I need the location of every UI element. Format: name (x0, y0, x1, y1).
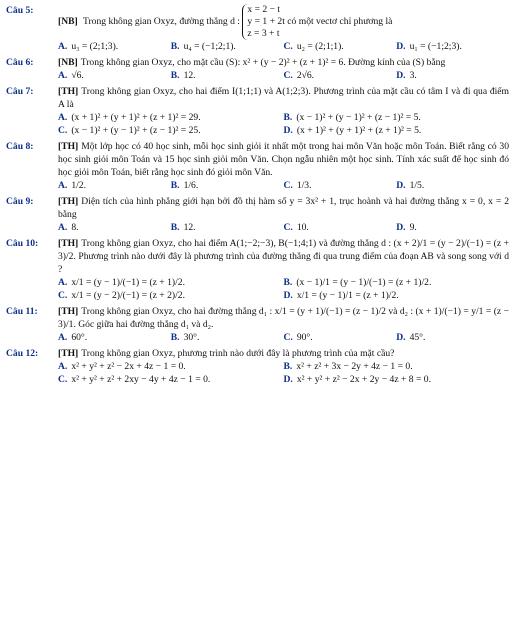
option-text: (x + 1)² + (y + 1)² + (z + 1)² = 29. (71, 112, 201, 123)
option-text: (x − 1)/1 = (y − 1)/(−1) = (z + 1)/2. (296, 277, 432, 288)
question-text: Diện tích của hình phẳng giới hạn bởi đồ thị hàm số y = 3x² + 1, trục hoành và hai đường thẳng x = 0, x = 2 bằng (58, 196, 509, 220)
option-text: u₁ = (−1;2;3). (409, 41, 462, 52)
option-d[interactable] (396, 221, 509, 234)
question-number: Câu 10: (6, 238, 39, 249)
option-c[interactable] (284, 179, 397, 192)
question-text: Một lớp học có 40 học sinh, mỗi học sinh giỏi ít nhất một trong hai môn Văn hoặc môn Toán. Biết rằng có 30 học sinh giỏi môn Toán và 15 học sinh giỏi môn Văn. Chọn ngẫu nhiên một học sinh. Tính xác suất để học sinh đó học giỏi môn Toán, biết rằng học sinh đó giỏi môn Văn. (58, 141, 509, 178)
option-label: A. (58, 41, 68, 52)
option-label: B. (283, 277, 293, 288)
answer-options (6, 69, 509, 82)
option-text: u₄ = (−1;2;1). (183, 41, 236, 52)
option-text: 60°. (71, 332, 88, 343)
option-text: 1/2. (71, 180, 86, 191)
option-text: 2√6. (296, 70, 315, 81)
question-stem (58, 195, 509, 221)
answer-options (6, 331, 509, 344)
option-label: A. (58, 332, 68, 343)
level-tag: [TH] (58, 196, 79, 207)
option-d[interactable] (396, 179, 509, 192)
option-text: 1/6. (183, 180, 199, 191)
option-label: A. (58, 70, 68, 81)
level-tag: [NB] (58, 57, 78, 68)
question-10 (6, 237, 509, 276)
level-tag: [TH] (58, 348, 79, 359)
option-text: (x − 1)² + (y − 1)² + (z − 1)² = 25. (71, 125, 201, 136)
option-text: u₂ = (2;1;1). (296, 41, 344, 52)
option-text: x/1 = (y − 2)/(−1) = (z + 2)/2. (71, 290, 185, 301)
question-5 (6, 4, 509, 40)
option-b[interactable] (171, 331, 284, 344)
option-text: 12. (183, 222, 196, 233)
option-b[interactable] (171, 40, 284, 53)
option-d[interactable] (284, 373, 510, 386)
option-label: C. (283, 41, 293, 52)
question-text: Trong không gian Oxyz, cho hai điểm I(1;1;1) và A(1;2;3). Phương trình của mặt cầu có tâm I và đi qua điểm A là (58, 86, 509, 110)
question-number: Câu 9: (6, 196, 34, 207)
option-a[interactable] (58, 179, 171, 192)
option-text: 1/5. (409, 180, 425, 191)
option-a[interactable] (58, 111, 284, 124)
option-label: D. (396, 41, 406, 52)
question-text: Trong không gian Oxyz, phương trình nào dưới đây là phương trình của mặt cầu? (81, 348, 395, 359)
option-text: 9. (409, 222, 417, 233)
question-text: Trong không gian Oxyz, đường thẳng d : (82, 16, 240, 28)
option-text: x² + y² + z² + 2xy − 4y + 4z − 1 = 0. (71, 374, 211, 385)
option-label: B. (170, 332, 180, 343)
option-label: D. (396, 222, 406, 233)
option-c[interactable] (284, 40, 397, 53)
option-a[interactable] (58, 40, 171, 53)
option-text: x² + y² + z² − 2x + 2y − 4z + 8 = 0. (296, 374, 431, 385)
option-label: B. (170, 222, 180, 233)
option-label: D. (283, 374, 293, 385)
question-stem (58, 85, 509, 111)
question-number: Câu 6: (6, 57, 34, 68)
option-text: 8. (71, 222, 79, 233)
option-b[interactable] (284, 111, 510, 124)
option-text: 10. (296, 222, 309, 233)
option-b[interactable] (171, 179, 284, 192)
option-text: 30°. (183, 332, 200, 343)
option-text: u₃ = (2;1;3). (71, 41, 119, 52)
option-label: D. (396, 70, 406, 81)
option-label: C. (283, 222, 293, 233)
option-text: (x + 1)² + (y + 1)² + (z + 1)² = 5. (296, 125, 422, 136)
option-d[interactable] (396, 40, 509, 53)
question-6 (6, 56, 509, 69)
option-label: D. (283, 290, 293, 301)
option-label: B. (170, 180, 180, 191)
option-label: C. (283, 70, 293, 81)
option-d[interactable] (284, 124, 510, 137)
option-label: D. (396, 180, 406, 191)
option-label: B. (283, 361, 293, 372)
answer-options (6, 276, 509, 302)
option-text: 1/3. (296, 180, 312, 191)
question-9 (6, 195, 509, 221)
level-tag: [NB] (58, 16, 78, 28)
option-label: C. (283, 332, 293, 343)
question-12 (6, 347, 509, 360)
question-stem (58, 305, 509, 331)
question-8 (6, 140, 509, 179)
question-7 (6, 85, 509, 111)
option-text: 3. (409, 70, 417, 81)
question-number: Câu 7: (6, 86, 34, 97)
question-text: Trong không gian Oxyz, cho mặt cầu (S): x² + (y − 2)² + (z + 1)² = 6. Đường kính của (S) bằng (80, 57, 446, 68)
option-label: A. (58, 277, 68, 288)
question-stem (58, 237, 509, 276)
option-label: A. (58, 180, 68, 191)
option-d[interactable] (284, 289, 510, 302)
option-label: D. (396, 332, 406, 343)
option-label: B. (170, 70, 180, 81)
option-a[interactable] (58, 331, 171, 344)
option-text: √6. (71, 70, 84, 81)
option-label: A. (58, 222, 68, 233)
option-b[interactable] (171, 69, 284, 82)
option-b[interactable] (171, 221, 284, 234)
option-c[interactable] (284, 331, 397, 344)
option-a[interactable] (58, 360, 284, 373)
option-label: A. (58, 112, 68, 123)
option-a[interactable] (58, 221, 171, 234)
option-text: (x − 1)² + (y − 1)² + (z − 1)² = 5. (296, 112, 421, 123)
equation-line: x = 2 − t (247, 4, 281, 15)
option-a[interactable] (58, 276, 284, 289)
question-11 (6, 305, 509, 331)
option-text: 45°. (409, 332, 426, 343)
question-number: Câu 12: (6, 348, 39, 359)
question-number: Câu 5: (6, 5, 34, 16)
question-text: Trong không gian Oxyz, cho hai đường thẳng d₁ : x/1 = (y + 1)/(−1) = (z − 1)/2 và d₂ : (x + 1)/(−1) = y/1 = (z − 3)/1. Góc giữa hai đường thẳng d₁ và d₂. (58, 306, 509, 330)
option-label: A. (58, 361, 68, 372)
option-label: C. (58, 290, 68, 301)
equation-system (242, 4, 284, 40)
option-c[interactable] (58, 373, 284, 386)
option-c[interactable] (58, 124, 284, 137)
option-b[interactable] (284, 276, 510, 289)
level-tag: [TH] (58, 306, 79, 317)
answer-options (6, 179, 509, 192)
question-stem (58, 56, 509, 69)
option-text: x/1 = (y − 1)/1 = (z + 1)/2. (296, 290, 399, 301)
question-number: Câu 8: (6, 141, 34, 152)
equation-line: y = 1 + 2t (247, 16, 285, 27)
option-text: x² + y² + z² − 2x + 4z − 1 = 0. (71, 361, 186, 372)
option-c[interactable] (284, 69, 397, 82)
option-label: C. (283, 180, 293, 191)
level-tag: [TH] (58, 238, 79, 249)
option-c[interactable] (58, 289, 284, 302)
answer-options (6, 221, 509, 234)
level-tag: [TH] (58, 141, 79, 152)
answer-options (6, 40, 509, 53)
question-number: Câu 11: (6, 306, 38, 317)
option-text: 12. (183, 70, 196, 81)
option-c[interactable] (284, 221, 397, 234)
option-a[interactable] (58, 69, 171, 82)
answer-options (6, 111, 509, 137)
question-text: Trong không gian Oxyz, cho hai điểm A(1;−2;−3), B(−1;4;1) và đường thẳng d : (x + 2)/1 = (y − 2)/(−1) = (z + 3)/2. Phương trình nào dưới đây là phương trình của đường thẳng đi qua trung điểm của đoạn AB và song song với d ? (58, 238, 509, 275)
option-label: C. (58, 125, 68, 136)
option-text: x² + z² + 3x − 2y + 4z − 1 = 0. (296, 361, 413, 372)
equation-line: z = 3 + t (247, 28, 280, 39)
option-d[interactable] (396, 331, 509, 344)
question-text: có một vectơ chỉ phương là (287, 16, 393, 28)
question-stem (58, 4, 509, 40)
option-text: x/1 = (y − 1)/(−1) = (z + 1)/2. (71, 277, 185, 288)
option-label: B. (283, 112, 293, 123)
option-b[interactable] (284, 360, 510, 373)
question-stem (58, 140, 509, 179)
option-d[interactable] (396, 69, 509, 82)
option-text: 90°. (296, 332, 313, 343)
answer-options (6, 360, 509, 386)
option-label: B. (170, 41, 180, 52)
option-label: D. (283, 125, 293, 136)
question-stem (58, 347, 509, 360)
option-label: C. (58, 374, 68, 385)
level-tag: [TH] (58, 86, 79, 97)
